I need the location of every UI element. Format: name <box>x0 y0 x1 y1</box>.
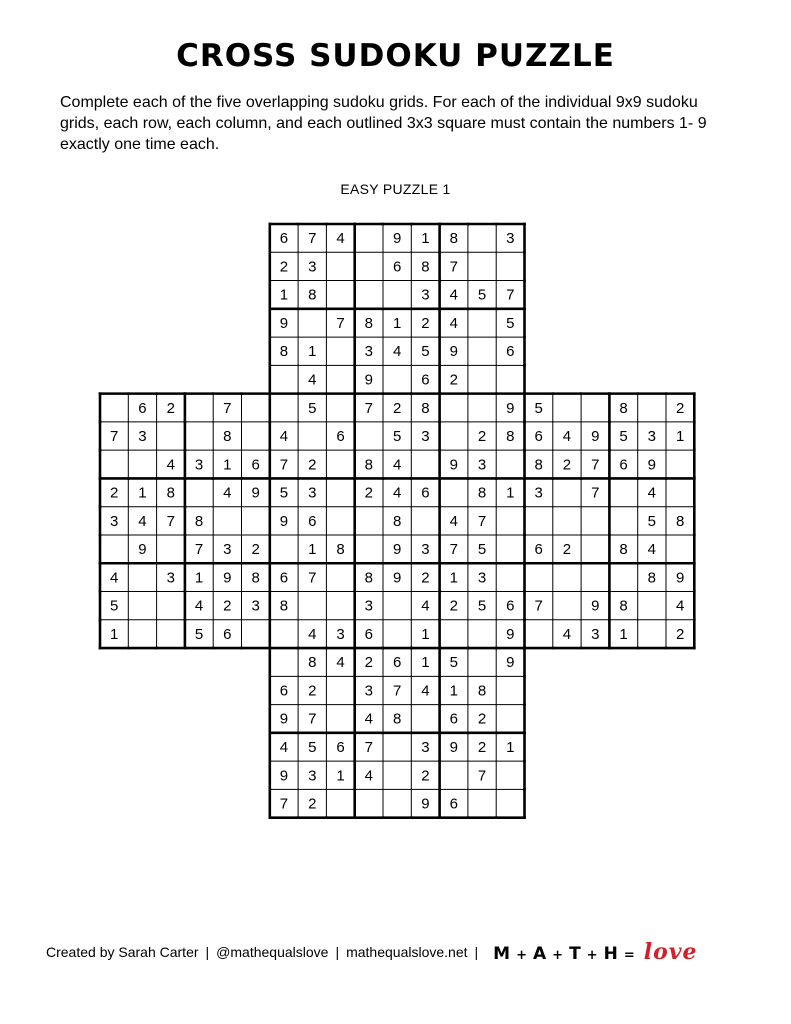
sudoku-given-digit: 8 <box>647 569 657 587</box>
sudoku-given-digit: 2 <box>364 484 374 502</box>
sudoku-given-digit: 5 <box>619 428 628 446</box>
brand-plus: + <box>552 948 565 963</box>
sudoku-given-digit: 2 <box>421 569 430 587</box>
sudoku-given-digit: 6 <box>506 343 515 361</box>
sudoku-given-digit: 6 <box>449 795 458 813</box>
sudoku-given-digit: 8 <box>364 314 374 332</box>
sudoku-given-digit: 6 <box>421 484 430 502</box>
sudoku-given-digit: 3 <box>166 569 175 587</box>
sudoku-given-digit: 8 <box>392 710 402 728</box>
sudoku-given-digit: 3 <box>421 286 430 304</box>
sudoku-given-digit: 1 <box>109 625 119 643</box>
footer-site: mathequalslove.net <box>346 944 468 960</box>
sudoku-given-digit: 8 <box>279 343 289 361</box>
sudoku-given-digit: 7 <box>336 314 345 332</box>
sudoku-given-digit: 6 <box>251 456 260 474</box>
sudoku-given-digit: 9 <box>449 738 458 756</box>
sudoku-given-digit: 3 <box>364 682 374 700</box>
sudoku-given-digit: 6 <box>421 371 430 389</box>
sudoku-given-digit: 4 <box>279 738 289 756</box>
sudoku-given-digit: 8 <box>477 484 487 502</box>
sudoku-given-digit: 5 <box>534 399 543 417</box>
sudoku-given-digit: 3 <box>194 456 204 474</box>
sudoku-given-digit: 9 <box>449 343 458 361</box>
page-title: CROSS SUDOKU PUZZLE <box>176 38 615 74</box>
sudoku-given-digit: 7 <box>223 399 232 417</box>
sudoku-given-digit: 8 <box>421 399 430 417</box>
sudoku-given-digit: 8 <box>223 428 232 446</box>
sudoku-given-digit: 9 <box>506 625 515 643</box>
sudoku-given-digit: 3 <box>477 569 487 587</box>
sudoku-given-digit: 1 <box>421 625 430 643</box>
sudoku-given-digit: 1 <box>506 484 515 502</box>
sudoku-given-digit: 3 <box>647 428 657 446</box>
sudoku-given-digit: 1 <box>279 286 289 304</box>
sudoku-given-digit: 2 <box>392 399 402 417</box>
sudoku-given-digit: 6 <box>336 738 345 756</box>
sudoku-given-digit: 5 <box>449 654 458 672</box>
sudoku-given-digit: 7 <box>279 795 289 813</box>
sudoku-given-digit: 1 <box>421 230 430 248</box>
sudoku-given-digit: 9 <box>449 456 458 474</box>
brand-love: love <box>643 939 698 965</box>
sudoku-given-digit: 4 <box>308 371 317 389</box>
sudoku-given-digit: 5 <box>392 428 402 446</box>
sudoku-given-digit: 8 <box>421 258 430 276</box>
sudoku-given-digit: 6 <box>392 654 402 672</box>
sudoku-given-digit: 4 <box>138 512 147 530</box>
sudoku-given-digit: 9 <box>421 795 430 813</box>
sudoku-given-digit: 4 <box>449 512 458 530</box>
sudoku-given-digit: 4 <box>392 343 402 361</box>
sudoku-given-digit: 3 <box>421 738 430 756</box>
sudoku-given-digit: 8 <box>619 541 628 559</box>
sudoku-given-digit: 7 <box>308 230 317 248</box>
sudoku-given-digit: 3 <box>591 625 600 643</box>
sudoku-given-digit: 3 <box>308 484 317 502</box>
sudoku-given-digit: 9 <box>675 569 685 587</box>
sudoku-given-digit: 9 <box>279 512 289 530</box>
sudoku-given-digit: 2 <box>675 399 685 417</box>
sudoku-given-digit: 6 <box>534 541 543 559</box>
sudoku-given-digit: 8 <box>619 597 628 615</box>
sudoku-given-digit: 8 <box>506 428 515 446</box>
sudoku-given-digit: 8 <box>477 682 487 700</box>
sudoku-given-digit: 1 <box>308 343 317 361</box>
sudoku-given-digit: 7 <box>449 258 458 276</box>
sudoku-given-digit: 9 <box>364 371 374 389</box>
sudoku-given-digit: 6 <box>279 569 289 587</box>
sudoku-given-digit: 6 <box>279 682 289 700</box>
sudoku-given-digit: 4 <box>392 484 402 502</box>
brand-logo <box>493 939 697 965</box>
sudoku-given-digit: 4 <box>421 597 430 615</box>
sudoku-given-digit: 6 <box>534 428 543 446</box>
sudoku-given-digit: 2 <box>279 258 289 276</box>
sudoku-given-digit: 9 <box>392 541 402 559</box>
sudoku-given-digit: 6 <box>619 456 628 474</box>
brand-plus: + <box>516 948 528 963</box>
footer-handle: @mathequalslove <box>216 944 329 960</box>
sudoku-given-digit: 7 <box>364 738 374 756</box>
sudoku-given-digit: 5 <box>308 399 317 417</box>
sudoku-given-digit: 5 <box>279 484 289 502</box>
sudoku-given-digit: 9 <box>279 767 289 785</box>
sudoku-given-digit: 5 <box>477 597 487 615</box>
sudoku-given-digit: 5 <box>109 597 119 615</box>
sudoku-given-digit: 2 <box>251 541 260 559</box>
sudoku-given-digit: 8 <box>534 456 543 474</box>
sudoku-given-digit: 7 <box>449 541 458 559</box>
sudoku-given-digit: 8 <box>194 512 204 530</box>
footer-separator: | <box>335 944 340 960</box>
sudoku-given-digit: 9 <box>591 428 600 446</box>
sudoku-given-digit: 4 <box>647 541 657 559</box>
sudoku-given-digit: 1 <box>449 569 458 587</box>
sudoku-given-digit: 3 <box>138 428 147 446</box>
sudoku-given-digit: 1 <box>449 682 458 700</box>
sudoku-given-digit: 9 <box>647 456 657 474</box>
sudoku-given-digit: 7 <box>279 456 289 474</box>
sudoku-given-digit: 5 <box>308 738 317 756</box>
sudoku-given-digit: 9 <box>591 597 600 615</box>
sudoku-given-digit: 4 <box>449 314 458 332</box>
sudoku-given-digit: 2 <box>477 738 487 756</box>
sudoku-given-digit: 9 <box>279 314 289 332</box>
sudoku-given-digit: 8 <box>675 512 685 530</box>
sudoku-given-digit: 9 <box>506 399 515 417</box>
sudoku-given-digit: 8 <box>336 541 345 559</box>
sudoku-given-digit: 4 <box>562 625 572 643</box>
sudoku-given-digit: 4 <box>279 428 289 446</box>
brand-letter: M <box>493 944 512 964</box>
sudoku-given-digit: 2 <box>562 541 572 559</box>
sudoku-given-digit: 6 <box>138 399 147 417</box>
sudoku-given-digit: 3 <box>477 456 487 474</box>
brand-letter: T <box>569 944 582 964</box>
sudoku-given-digit: 6 <box>279 230 289 248</box>
sudoku-given-digit: 4 <box>675 597 685 615</box>
sudoku-given-digit: 5 <box>506 314 515 332</box>
sudoku-given-digit: 3 <box>364 597 374 615</box>
sudoku-given-digit: 6 <box>364 625 374 643</box>
sudoku-given-digit: 7 <box>364 399 374 417</box>
sudoku-given-digit: 2 <box>308 456 317 474</box>
sudoku-given-digit: 7 <box>477 767 487 785</box>
footer-credit: Created by Sarah Carter <box>46 944 199 960</box>
sudoku-given-digit: 7 <box>477 512 487 530</box>
sudoku-given-digit: 3 <box>251 597 260 615</box>
sudoku-given-digit: 4 <box>336 654 345 672</box>
sudoku-given-digit: 2 <box>308 795 317 813</box>
sudoku-given-digit: 7 <box>591 456 600 474</box>
sudoku-given-digit: 9 <box>392 569 402 587</box>
sudoku-given-digit: 3 <box>223 541 232 559</box>
sudoku-given-digit: 7 <box>534 597 543 615</box>
brand-equals: = <box>623 948 636 963</box>
sudoku-given-digit: 7 <box>194 541 204 559</box>
sudoku-given-digit: 3 <box>421 428 430 446</box>
sudoku-given-digit: 8 <box>364 456 374 474</box>
sudoku-given-digit: 4 <box>364 767 374 785</box>
sudoku-given-digit: 2 <box>223 597 232 615</box>
sudoku-given-digit: 4 <box>336 230 345 248</box>
sudoku-given-digit: 2 <box>449 597 458 615</box>
sudoku-given-digit: 4 <box>194 597 204 615</box>
sudoku-given-digit: 7 <box>109 428 119 446</box>
sudoku-given-digit: 7 <box>166 512 175 530</box>
sudoku-given-digit: 9 <box>506 654 515 672</box>
sudoku-given-digit: 9 <box>251 484 260 502</box>
sudoku-given-digit: 3 <box>506 230 515 248</box>
sudoku-given-digit: 2 <box>364 654 374 672</box>
sudoku-given-digit: 6 <box>449 710 458 728</box>
sudoku-given-digit: 7 <box>392 682 402 700</box>
sudoku-given-digit: 2 <box>449 371 458 389</box>
sudoku-given-digit: 1 <box>223 456 232 474</box>
sudoku-given-digit: 5 <box>477 286 487 304</box>
footer-separator: | <box>474 944 479 960</box>
sudoku-given-digit: 1 <box>506 738 515 756</box>
sudoku-given-digit: 6 <box>223 625 232 643</box>
sudoku-given-digit: 5 <box>477 541 487 559</box>
sudoku-given-digit: 2 <box>421 767 430 785</box>
sudoku-given-digit: 4 <box>109 569 119 587</box>
sudoku-given-digit: 2 <box>562 456 572 474</box>
sudoku-given-digit: 9 <box>223 569 232 587</box>
sudoku-given-digit: 9 <box>138 541 147 559</box>
sudoku-given-digit: 3 <box>421 541 430 559</box>
sudoku-given-digit: 8 <box>364 569 374 587</box>
brand-plus: + <box>586 948 599 963</box>
sudoku-given-digit: 8 <box>308 286 317 304</box>
sudoku-given-digit: 7 <box>591 484 600 502</box>
sudoku-given-digit: 5 <box>421 343 430 361</box>
sudoku-given-digit: 1 <box>336 767 345 785</box>
sudoku-given-digit: 3 <box>364 343 374 361</box>
sudoku-given-digit: 1 <box>421 654 430 672</box>
footer-separator: | <box>205 944 210 960</box>
brand-letter: A <box>532 944 548 964</box>
sudoku-given-digit: 1 <box>675 428 685 446</box>
sudoku-given-digit: 5 <box>647 512 657 530</box>
sudoku-given-digit: 8 <box>308 654 317 672</box>
sudoku-given-digit: 2 <box>477 710 487 728</box>
footer <box>46 937 766 967</box>
sudoku-given-digit: 7 <box>308 710 317 728</box>
sudoku-given-digit: 1 <box>138 484 147 502</box>
sudoku-given-digit: 4 <box>421 682 430 700</box>
sudoku-given-digit: 8 <box>619 399 628 417</box>
sudoku-given-digit: 8 <box>279 597 289 615</box>
sudoku-given-digit: 8 <box>392 512 402 530</box>
sudoku-given-digit: 2 <box>675 625 685 643</box>
sudoku-given-digit: 1 <box>619 625 628 643</box>
sudoku-given-digit: 4 <box>647 484 657 502</box>
sudoku-given-digit: 7 <box>308 569 317 587</box>
sudoku-given-digit: 4 <box>308 625 317 643</box>
sudoku-given-digit: 3 <box>308 767 317 785</box>
sudoku-given-digit: 2 <box>477 428 487 446</box>
sudoku-given-digit: 8 <box>251 569 260 587</box>
sudoku-given-digit: 5 <box>194 625 204 643</box>
sudoku-given-digit: 8 <box>166 484 175 502</box>
sudoku-given-digit: 6 <box>336 428 345 446</box>
sudoku-given-digit: 4 <box>166 456 175 474</box>
sudoku-given-digit: 3 <box>109 512 119 530</box>
sudoku-given-digit: 1 <box>392 314 402 332</box>
sudoku-given-digit: 2 <box>166 399 175 417</box>
sudoku-given-digit: 8 <box>449 230 458 248</box>
sudoku-given-digit: 1 <box>194 569 204 587</box>
sudoku-given-digit: 2 <box>109 484 119 502</box>
sudoku-given-digit: 3 <box>336 625 345 643</box>
sudoku-given-digit: 9 <box>279 710 289 728</box>
sudoku-given-digit: 3 <box>534 484 543 502</box>
instructions: Complete each of the five overlapping sudoku grids. For each of the individual 9x9 sudoku grids, each row, each column, and each outlined 3x3 square must contain the numbers 1- 9 exactly one time each. <box>60 94 707 153</box>
puzzle-subtitle: EASY PUZZLE 1 <box>340 181 451 197</box>
sudoku-given-digit: 9 <box>392 230 402 248</box>
sudoku-given-digit: 1 <box>308 541 317 559</box>
sudoku-given-digit: 4 <box>223 484 232 502</box>
sudoku-given-digit: 6 <box>308 512 317 530</box>
sudoku-given-digit: 4 <box>392 456 402 474</box>
sudoku-given-digit: 4 <box>449 286 458 304</box>
brand-letter: H <box>603 944 619 964</box>
sudoku-given-digit: 7 <box>506 286 515 304</box>
sudoku-given-digit: 4 <box>562 428 572 446</box>
sudoku-given-digit: 2 <box>308 682 317 700</box>
sudoku-given-digit: 4 <box>364 710 374 728</box>
sudoku-given-digit: 6 <box>392 258 402 276</box>
sudoku-given-digit: 2 <box>421 314 430 332</box>
sudoku-given-digit: 6 <box>506 597 515 615</box>
sudoku-given-digit: 3 <box>308 258 317 276</box>
